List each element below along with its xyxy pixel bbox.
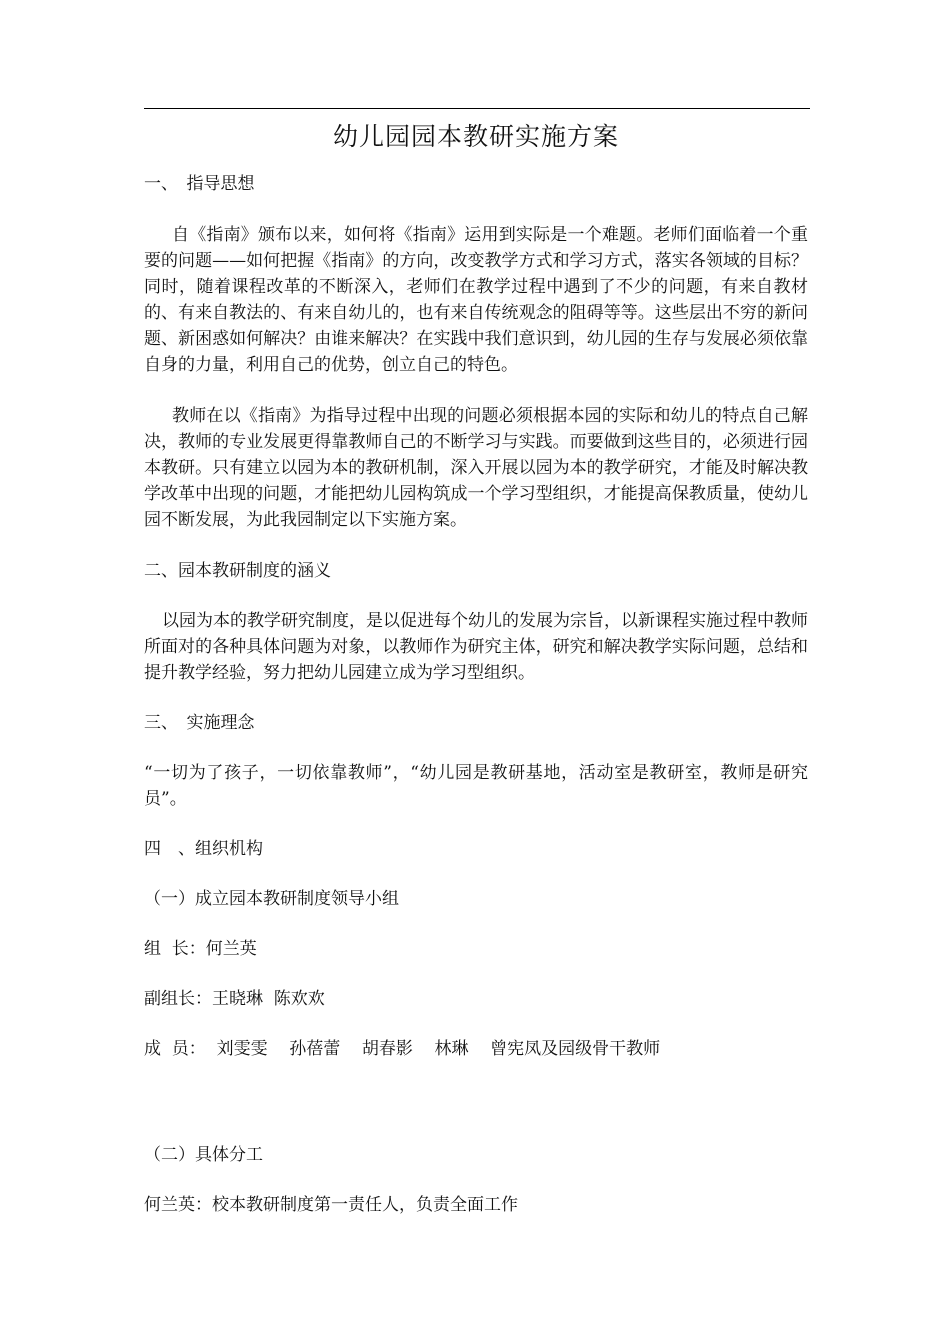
subheading-leadership-group: （一）成立园本教研制度领导小组 (144, 889, 399, 909)
section-heading-concept: 三、 实施理念 (144, 713, 255, 733)
document-page (144, 108, 808, 1218)
paragraph-guiding-ideology-2: 教师在以《指南》为指导过程中出现的问题必须根据本园的实际和幼儿的特点自己解决，教师的专业发展更得靠教师自己的不断学习与实践。而要做到这些目的，必须进行园本教研。只有建立以园为本的教研机制，深入开展以园为本的教学研究，才能及时解决教学改革中出现的问题，才能把幼儿园构筑成一个学习型组织，才能提高保教质量，使幼儿园不断发展，为此我园制定以下实施方案。 (144, 406, 808, 530)
header-rule (144, 108, 810, 109)
document-title: 幼儿园园本教研实施方案 (332, 122, 619, 151)
section-heading-meaning: 二、园本教研制度的涵义 (144, 561, 331, 581)
duty-line: 何兰英：校本教研制度第一责任人，负责全面工作 (144, 1195, 518, 1215)
paragraph-meaning: 以园为本的教学研究制度，是以促进每个幼儿的发展为宗旨，以新课程实施过程中教师所面对的各种具体问题为对象，以教师作为研究主体，研究和解决教学实际问题，总结和提升教学经验，努力把幼儿园建立成为学习型组织。 (144, 611, 808, 683)
section-heading-guiding-ideology: 一、 指导思想 (144, 174, 255, 194)
deputy-leader-line: 副组长：王晓琳 陈欢欢 (144, 989, 325, 1009)
members-line: 成 员： 刘雯雯 孙蓓蕾 胡春影 林琳 曾宪凤及园级骨干教师 (144, 1039, 661, 1059)
paragraph-guiding-ideology-1: 自《指南》颁布以来，如何将《指南》运用到实际是一个难题。老师们面临着一个重要的问题——如何把握《指南》的方向，改变教学方式和学习方式，落实各领域的目标？同时，随着课程改革的不断深入，老师们在教学过程中遇到了不少的问题，有来自教材的、有来自教法的、有来自幼儿的，也有来自传统观念的阻碍等等。这些层出不穷的新问题、新困惑如何解决？由谁来解决？在实践中我们意识到，幼儿园的生存与发展必须依靠自身的力量，利用自己的优势，创立自己的特色。 (144, 225, 808, 375)
section-heading-organization: 四 、组织机构 (144, 839, 263, 859)
paragraph-concept: “一切为了孩子，一切依靠教师”，“幼儿园是教研基地，活动室是教研室，教师是研究员”。 (144, 763, 808, 809)
leader-line: 组 长：何兰英 (144, 939, 257, 959)
subheading-division-of-labor: （二）具体分工 (144, 1145, 263, 1165)
